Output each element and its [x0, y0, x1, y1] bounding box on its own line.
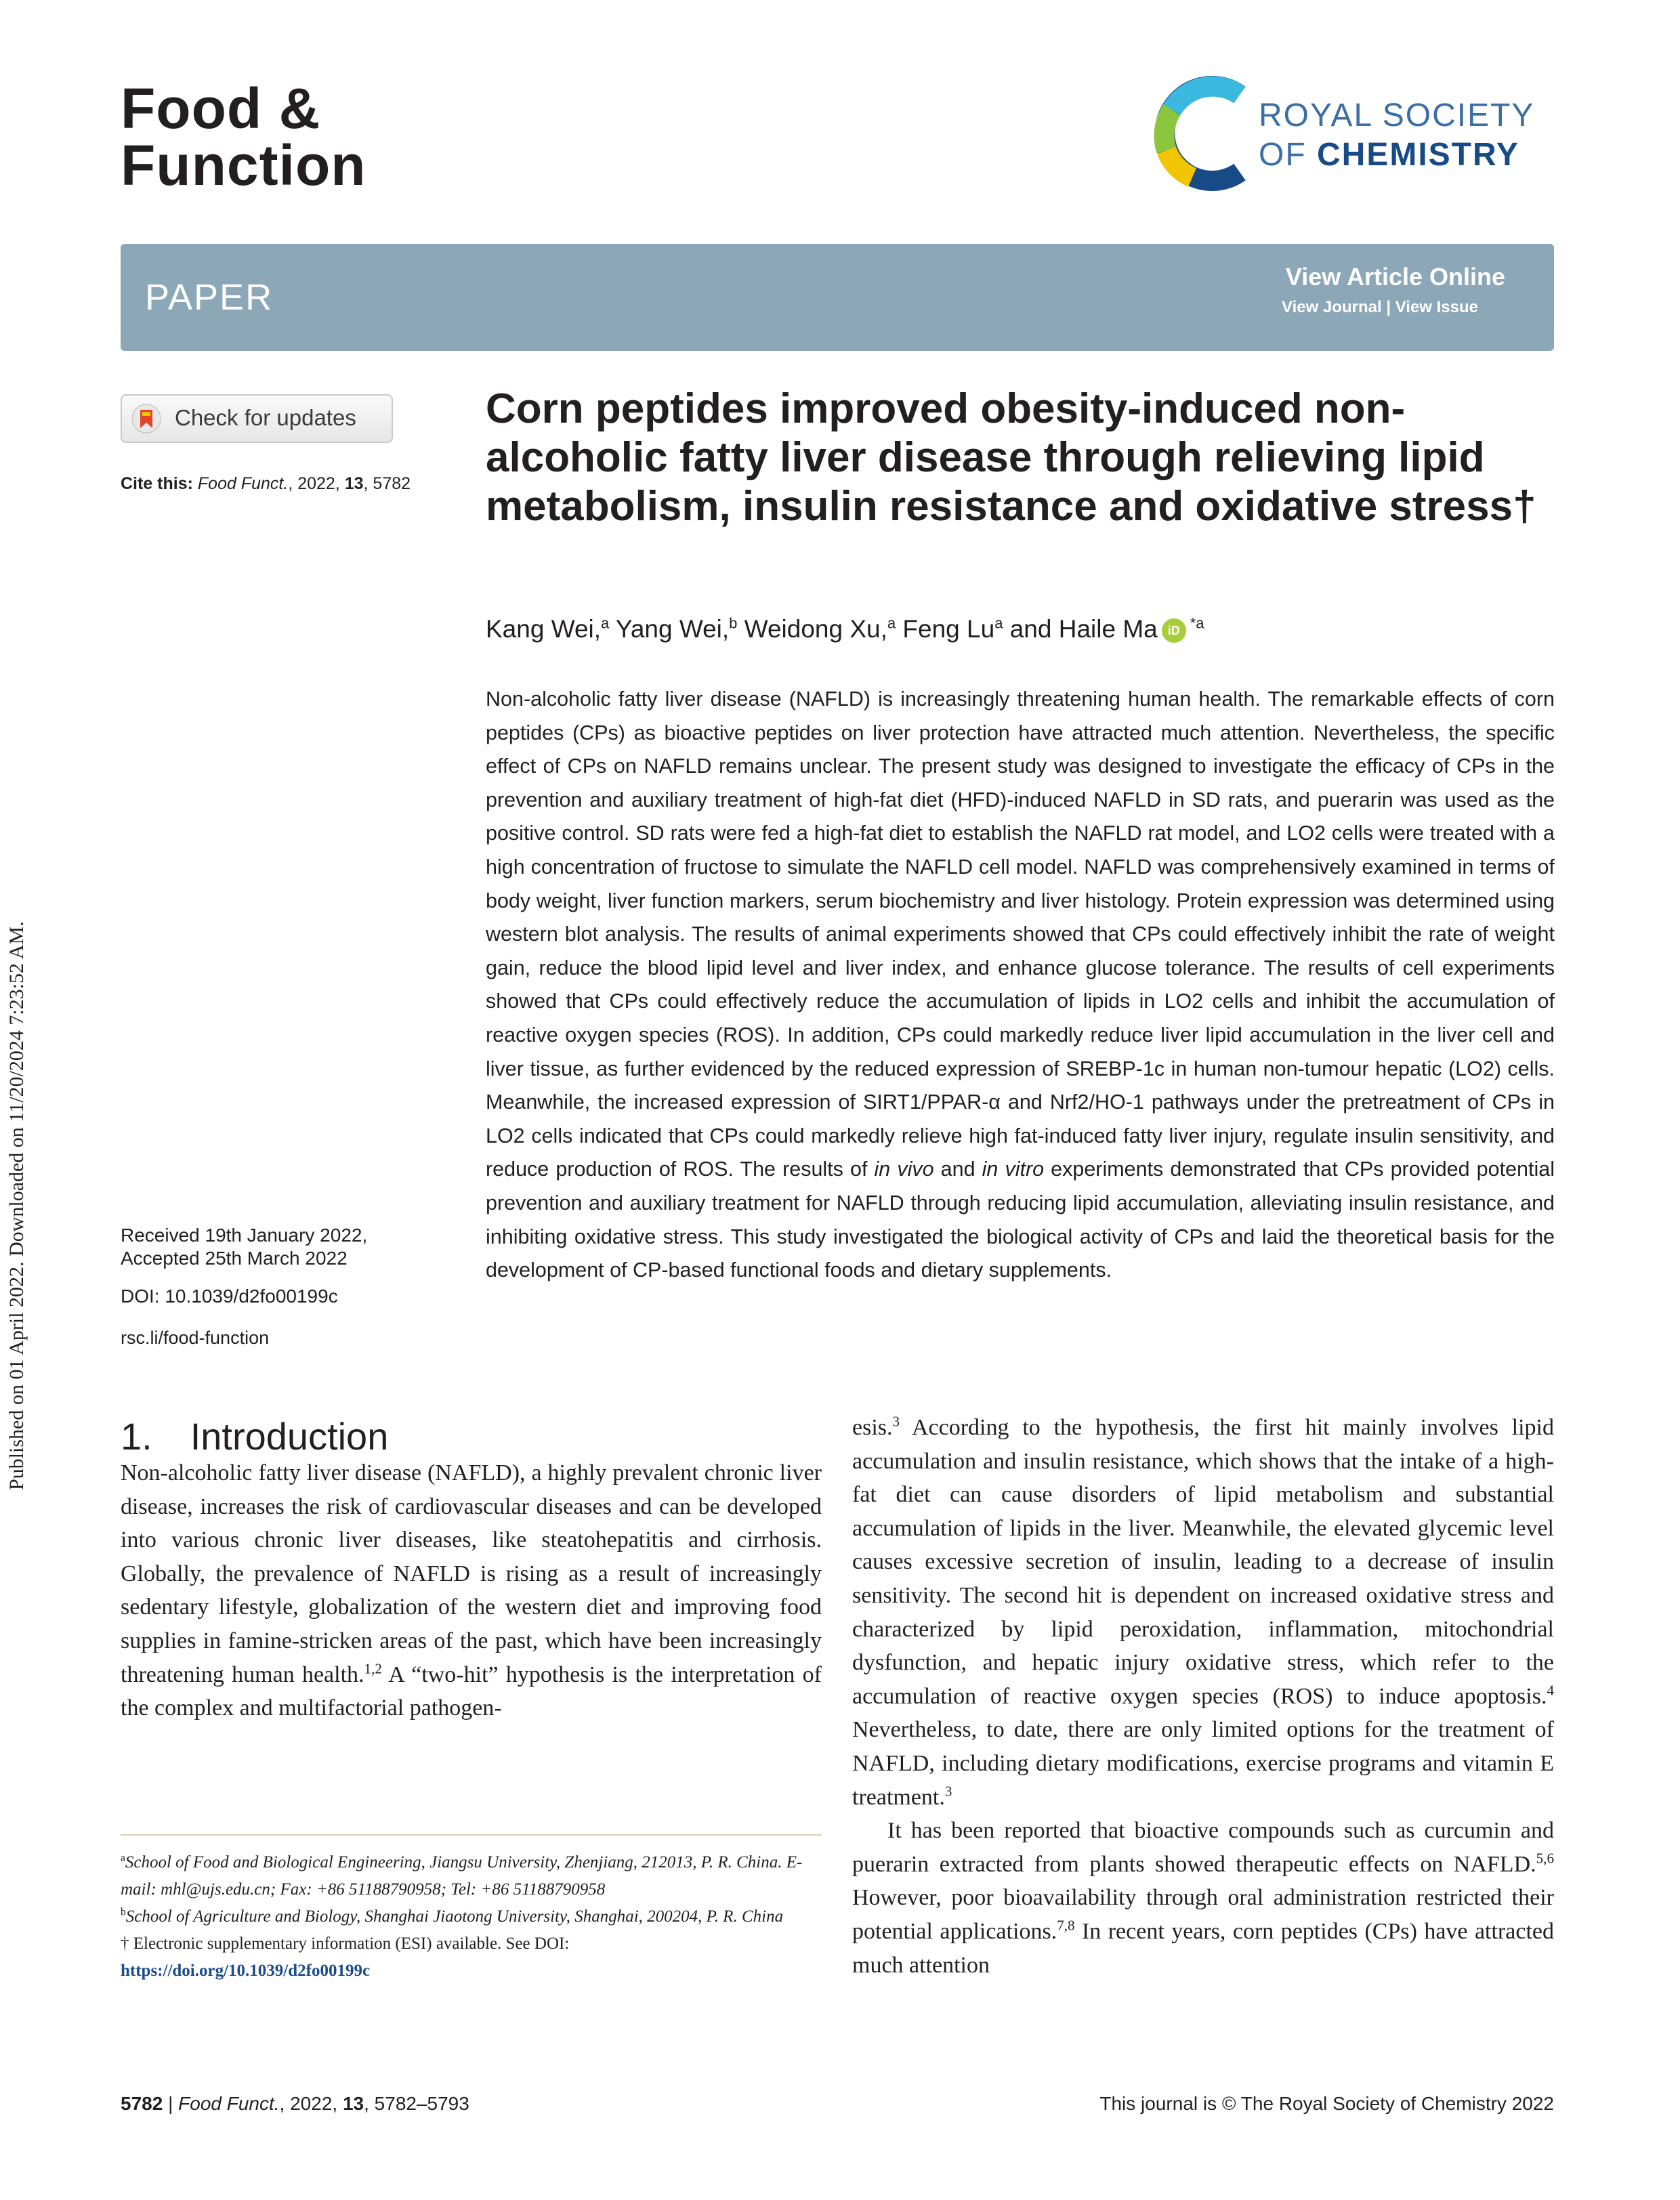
- check-for-updates-label: Check for updates: [175, 405, 356, 430]
- journal-title-line2: Function: [121, 133, 366, 197]
- citation-ref[interactable]: 4: [1547, 1682, 1554, 1699]
- footnotes: [121, 1849, 822, 1985]
- journal-url[interactable]: rsc.li/food-function: [121, 1328, 270, 1348]
- orcid-icon[interactable]: iD: [1162, 618, 1186, 643]
- paragraph: It has been reported that bioactive compounds such as curcumin and puerarin extracted from plants showed therapeutic effects on NAFLD.$^{5,6}$ However, poor bioavailability through oral administration restricted their potential applications.$^{7,8}$ In recent years, corn peptides (CPs) have attracted much attention: [852, 1818, 1554, 1978]
- paragraph: Non-alcoholic fatty liver disease (NAFLD), a highly prevalent chronic liver disease, increases the risk of cardiovascular diseases and can be developed into various chronic liver diseases, like steatohepatitis and cirrhosis. Globally, the prevalence of NAFLD is rising as a result of increasingly sedentary lifestyle, globalization of the western diet and improving food supplies in famine-stricken areas of the past, which have been increasingly threatening human health.$^{1,2}$ A “two-hit” hypothesis is the interpretation of the complex and multifactorial pathogen-: [121, 1460, 822, 1721]
- author[interactable]: Feng Lu: [896, 615, 995, 643]
- footnote-divider: [121, 1834, 822, 1836]
- banner-separator: |: [1386, 298, 1391, 316]
- citation-ref[interactable]: 1,2: [364, 1660, 382, 1677]
- publisher-line1: ROYAL SOCIETY: [1259, 98, 1535, 133]
- citation-ref[interactable]: 5,6: [1536, 1850, 1554, 1867]
- author[interactable]: and Haile Ma: [1003, 615, 1158, 643]
- article-type-banner: [121, 244, 1554, 351]
- intro-left-column: [121, 1456, 822, 1725]
- article-type-label: PAPER: [145, 277, 274, 318]
- author-list: Kang Wei,$^a$ Yang Wei,$^b$ Weidong Xu,$^a$ Feng Lu$^a$ and Haile Ma iD $^{*a}$: [486, 614, 1204, 643]
- view-article-online-link[interactable]: View Article Online: [1285, 263, 1505, 291]
- view-issue-link[interactable]: View Issue: [1395, 298, 1478, 316]
- citation-ref[interactable]: 3: [944, 1783, 952, 1800]
- footnote-esi: † Electronic supplementary information (ESI) available. See DOI: https://doi.org/10.1039/d2fo00199c: [121, 1934, 570, 1980]
- author[interactable]: Kang Wei,: [486, 615, 602, 643]
- article-title: Corn peptides improved obesity-induced non-alcoholic fatty liver disease through relieving lipid metabolism, insulin resistance and oxidative stress†: [486, 385, 1536, 530]
- page-footer-copyright: This journal is © The Royal Society of Chemistry 2022: [1099, 2093, 1554, 2114]
- citation-ref[interactable]: 7,8: [1057, 1917, 1075, 1934]
- footnote-affiliation-a: $^a$School of Food and Biological Engineering, Jiangsu University, Zhenjiang, 212013, P. R. China. E-mail: mhl@ujs.edu.cn; Fax: +86 51188790958; Tel: +86 51188790958: [121, 1852, 803, 1899]
- journal-title: [121, 77, 366, 197]
- esi-doi-link[interactable]: https://doi.org/10.1039/d2fo00199c: [121, 1962, 371, 1980]
- check-for-updates-button[interactable]: [121, 394, 393, 443]
- banner-links: [1282, 298, 1478, 317]
- abstract: Non-alcoholic fatty liver disease (NAFLD) is increasingly threatening human health. The remarkable effects of corn peptides (CPs) as bioactive peptides on liver protection have attracted much attention. Nevertheless, the specific effect of CPs on NAFLD remains unclear. The present study was designed to investigate the efficacy of CPs in the prevention and auxiliary treatment of high-fat diet (HFD)-induced NAFLD in SD rats, and puerarin was used as the positive control. SD rats were fed a high-fat diet to establish the NAFLD rat model, and LO2 cells were treated with a high concentration of fructose to simulate the NAFLD cell model. NAFLD was comprehensively examined in terms of body weight, liver function markers, serum biochemistry and liver histology. Protein expression was determined using western blot analysis. The results of animal experiments showed that CPs could effectively inhibit the rate of weight gain, reduce the blood lipid level and liver index, and enhance glucose tolerance. The results of cell experiments showed that CPs could effectively reduce the accumulation of lipids in LO2 cells and inhibit the accumulation of reactive oxygen species (ROS). In addition, CPs could markedly reduce liver lipid accumulation in the liver cell and liver tissue, as further evidenced by the reduced expression of SREBP-1c in human non-tumour hepatic (LO2) cells. Meanwhile, the increased expression of SIRT1/PPAR-α and Nrf2/HO-1 pathways under the pretreatment of CPs in LO2 cells indicated that CPs could markedly relieve high fat-induced fatty liver injury, regulate insulin sensitivity, and reduce production of ROS. The results of in vivo and in vitro experiments demonstrated that CPs provided potential prevention and auxiliary treatment for NAFLD through reducing lipid accumulation, alleviating insulin resistance, and inhibiting oxidative stress. This study investigated the biological activity of CPs and laid the theoretical basis for the development of CP-based functional foods and dietary supplements.: [486, 688, 1555, 1282]
- footnote-affiliation-b: $^b$School of Agriculture and Biology, Shanghai Jiaotong University, Shanghai, 200204, P. R. China: [121, 1906, 784, 1926]
- section-heading-introduction: 1. Introduction: [121, 1415, 389, 1458]
- intro-right-column: [852, 1411, 1554, 1982]
- rsc-logo-icon: [1152, 76, 1260, 191]
- author[interactable]: Weidong Xu,: [737, 615, 887, 643]
- publication-note: Published on 01 April 2022. Downloaded on 11/20/2024 7:23:52 AM.: [5, 921, 28, 1490]
- doi[interactable]: DOI: 10.1039/d2fo00199c: [121, 1286, 338, 1307]
- view-journal-link[interactable]: View Journal: [1282, 298, 1382, 316]
- accepted-date: Accepted 25th March 2022: [121, 1248, 348, 1269]
- page-footer-citation: 5782 | Food Funct., 2022, 13, 5782–5793: [121, 2093, 469, 2114]
- bookmark-check-icon: [131, 404, 161, 433]
- cite-this: Cite this: Food Funct., 2022, 13, 5782: [121, 474, 411, 493]
- paragraph: esis.$^3$ According to the hypothesis, the first hit mainly involves lipid accumulation and insulin resistance, which shows that the intake of a high-fat diet can cause disorders of lipid metabolism and substantial accumulation of lipids in the liver. Meanwhile, the elevated glycemic level causes excessive secretion of insulin, leading to a decrease of insulin sensitivity. The second hit is dependent on increased oxidative stress and characterized by lipid peroxidation, inflammation, mitochondrial dysfunction, and hepatic injury oxidative stress, which refer to the accumulation of reactive oxygen species (ROS) to induce apoptosis.$^4$ Nevertheless, to date, there are only limited options for the treatment of NAFLD, including dietary modifications, exercise programs and vitamin E treatment.$^3$: [852, 1413, 1554, 1810]
- publisher-line2: OF CHEMISTRY: [1259, 137, 1519, 173]
- received-date: Received 19th January 2022,: [121, 1225, 368, 1246]
- journal-title-line1: Food &: [121, 77, 321, 140]
- author[interactable]: Yang Wei,: [609, 615, 730, 643]
- citation-ref[interactable]: 3: [892, 1413, 900, 1430]
